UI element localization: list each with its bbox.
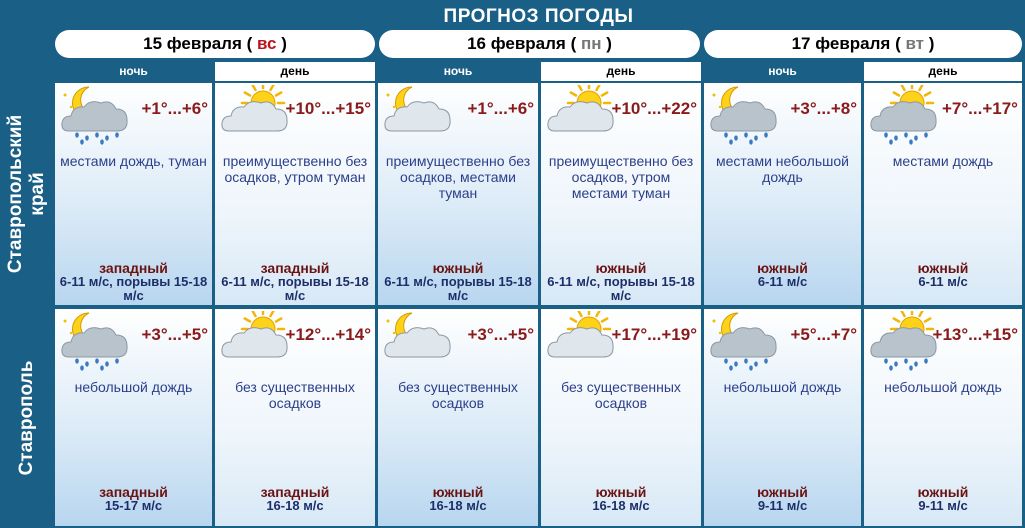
wind-speed: 6-11 м/с, порывы 15-18 м/с bbox=[547, 274, 695, 303]
weather-description: без существенных осадков bbox=[235, 379, 355, 411]
sun-cloud-icon bbox=[219, 311, 291, 367]
wind-direction: южный bbox=[757, 260, 808, 276]
temperature-range: +1°...+6° bbox=[141, 99, 208, 118]
date-label: 15 февраля bbox=[143, 34, 242, 53]
rain-drops bbox=[724, 132, 768, 144]
wind-speed: 6-11 м/с, порывы 15-18 м/с bbox=[221, 274, 369, 303]
weather-description: преимущественно без осадков, утром туман bbox=[222, 153, 368, 185]
sun-cloud-icon bbox=[219, 85, 291, 141]
moon-cloud-icon bbox=[382, 85, 454, 141]
wind-speed: 6-11 м/с, порывы 15-18 м/с bbox=[59, 274, 208, 303]
region-name: Ставрополь bbox=[16, 360, 37, 475]
wind-speed: 15-17 м/с bbox=[104, 498, 163, 513]
temperature-range: +3°...+8° bbox=[790, 99, 857, 118]
wind-direction: южный bbox=[432, 260, 484, 276]
page-title: ПРОГНОЗ ПОГОДЫ bbox=[443, 6, 634, 27]
wind-speed: 16-18 м/с bbox=[592, 498, 650, 513]
day-of-week: пн bbox=[580, 34, 602, 53]
temperature-range: +13°...+15° bbox=[932, 325, 1018, 344]
wind-direction: южный bbox=[757, 484, 808, 500]
weather-description: местами небольшой дождь bbox=[716, 153, 849, 185]
moon-cloud-rain-icon bbox=[708, 311, 780, 367]
temperature-range: +5°...+7° bbox=[790, 325, 857, 344]
weather-description: местами дождь, туман bbox=[60, 153, 207, 169]
rain-drops bbox=[724, 358, 768, 370]
tod-day-day-3: день bbox=[864, 62, 1022, 81]
forecast-cell bbox=[378, 83, 538, 305]
moon-cloud-rain-icon bbox=[59, 85, 131, 141]
date-header-day-1: 15 февраля ( вс ) bbox=[55, 30, 375, 58]
temperature-range: +17°...+19° bbox=[611, 325, 697, 344]
weather-description: без существенных осадков bbox=[561, 379, 681, 411]
temperature-range: +10°...+22° bbox=[611, 99, 697, 118]
cloud-shape bbox=[871, 102, 936, 131]
wind-speed: 16-18 м/с bbox=[429, 498, 487, 513]
rain-drops bbox=[884, 358, 928, 370]
weather-description: небольшой дождь bbox=[74, 379, 193, 395]
wind-info bbox=[704, 261, 861, 289]
temperature-range: +3°...+5° bbox=[467, 325, 534, 344]
temperature-range: +12°...+14° bbox=[285, 325, 371, 344]
tod-day-day-1: день bbox=[215, 62, 375, 81]
rain-drops bbox=[75, 358, 119, 370]
wind-speed: 16-18 м/с bbox=[266, 498, 324, 513]
temperature-range: +7°...+17° bbox=[942, 99, 1018, 118]
wind-direction: южный bbox=[917, 484, 969, 500]
forecast-cell bbox=[215, 83, 375, 305]
wind-info bbox=[215, 485, 375, 513]
moon-cloud-icon bbox=[382, 311, 454, 367]
cloud-shape bbox=[548, 102, 613, 131]
wind-info bbox=[864, 261, 1022, 289]
forecast-cell bbox=[378, 309, 538, 526]
forecast-cell bbox=[541, 309, 701, 526]
moon-cloud-rain-icon bbox=[708, 85, 780, 141]
wind-direction: южный bbox=[917, 260, 969, 276]
wind-speed: 6-11 м/с bbox=[757, 274, 808, 289]
forecast-cell bbox=[704, 83, 861, 305]
wind-direction: западный bbox=[99, 260, 168, 276]
wind-speed: 6-11 м/с bbox=[918, 274, 968, 289]
sun-cloud-rain-icon bbox=[868, 85, 940, 141]
wind-info bbox=[864, 485, 1022, 513]
cloud-shape bbox=[871, 328, 936, 357]
weather-description: без существенных осадков bbox=[398, 379, 518, 411]
wind-speed: 9-11 м/с bbox=[757, 498, 808, 513]
wind-speed: 6-11 м/с, порывы 15-18 м/с bbox=[384, 274, 532, 303]
wind-info bbox=[541, 485, 701, 513]
wind-info bbox=[378, 261, 538, 303]
tod-night-day-1: ночь bbox=[55, 62, 212, 81]
forecast-cell bbox=[215, 309, 375, 526]
day-of-week: вс bbox=[256, 34, 277, 53]
wind-info bbox=[215, 261, 375, 303]
weather-description: преимущественно без осадков, утром местами туман bbox=[548, 153, 694, 201]
date-header-day-2: 16 февраля ( пн ) bbox=[379, 30, 700, 58]
wind-info bbox=[378, 485, 538, 513]
temperature-range: +10°...+15° bbox=[285, 99, 371, 118]
date-label: 17 февраля bbox=[791, 34, 891, 53]
wind-speed: 9-11 м/с bbox=[918, 498, 968, 513]
date-header-day-3: 17 февраля ( вт ) bbox=[704, 30, 1022, 58]
forecast-cell bbox=[55, 83, 212, 305]
tod-day-day-2: день bbox=[541, 62, 701, 81]
date-label: 16 февраля bbox=[467, 34, 566, 53]
sun-cloud-icon bbox=[545, 85, 617, 141]
day-of-week: вт bbox=[905, 34, 925, 53]
tod-night-day-2: ночь bbox=[378, 62, 538, 81]
rain-drops bbox=[75, 132, 119, 144]
weather-description: местами дождь bbox=[892, 153, 994, 169]
wind-info bbox=[55, 261, 212, 303]
wind-direction: западный bbox=[99, 484, 168, 500]
tod-night-day-3: ночь bbox=[704, 62, 861, 81]
wind-info bbox=[541, 261, 701, 303]
forecast-cell bbox=[864, 83, 1022, 305]
wind-direction: южный bbox=[432, 484, 484, 500]
region-label-city bbox=[2, 309, 52, 526]
rain-drops bbox=[884, 132, 928, 144]
forecast-cell bbox=[864, 309, 1022, 526]
weather-description: преимущественно без осадков, местами туман bbox=[385, 153, 531, 201]
region-name: Ставропольский край bbox=[5, 114, 48, 274]
cloud-shape bbox=[222, 102, 287, 131]
forecast-cell bbox=[704, 309, 861, 526]
forecast-cell bbox=[541, 83, 701, 305]
wind-direction: южный bbox=[595, 484, 647, 500]
weather-description: небольшой дождь bbox=[884, 379, 1002, 395]
region-label-krai bbox=[2, 83, 52, 305]
wind-direction: южный bbox=[595, 260, 647, 276]
wind-info bbox=[55, 485, 212, 513]
cloud-shape bbox=[222, 328, 287, 357]
temperature-range: +1°...+6° bbox=[467, 99, 534, 118]
wind-info bbox=[704, 485, 861, 513]
cloud-shape bbox=[548, 328, 613, 357]
sun-cloud-rain-icon bbox=[868, 311, 940, 367]
moon-cloud-rain-icon bbox=[59, 311, 131, 367]
temperature-range: +3°...+5° bbox=[141, 325, 208, 344]
wind-direction: западный bbox=[260, 484, 330, 500]
sun-cloud-icon bbox=[545, 311, 617, 367]
weather-description: небольшой дождь bbox=[723, 379, 842, 395]
forecast-cell bbox=[55, 309, 212, 526]
wind-direction: западный bbox=[260, 260, 330, 276]
